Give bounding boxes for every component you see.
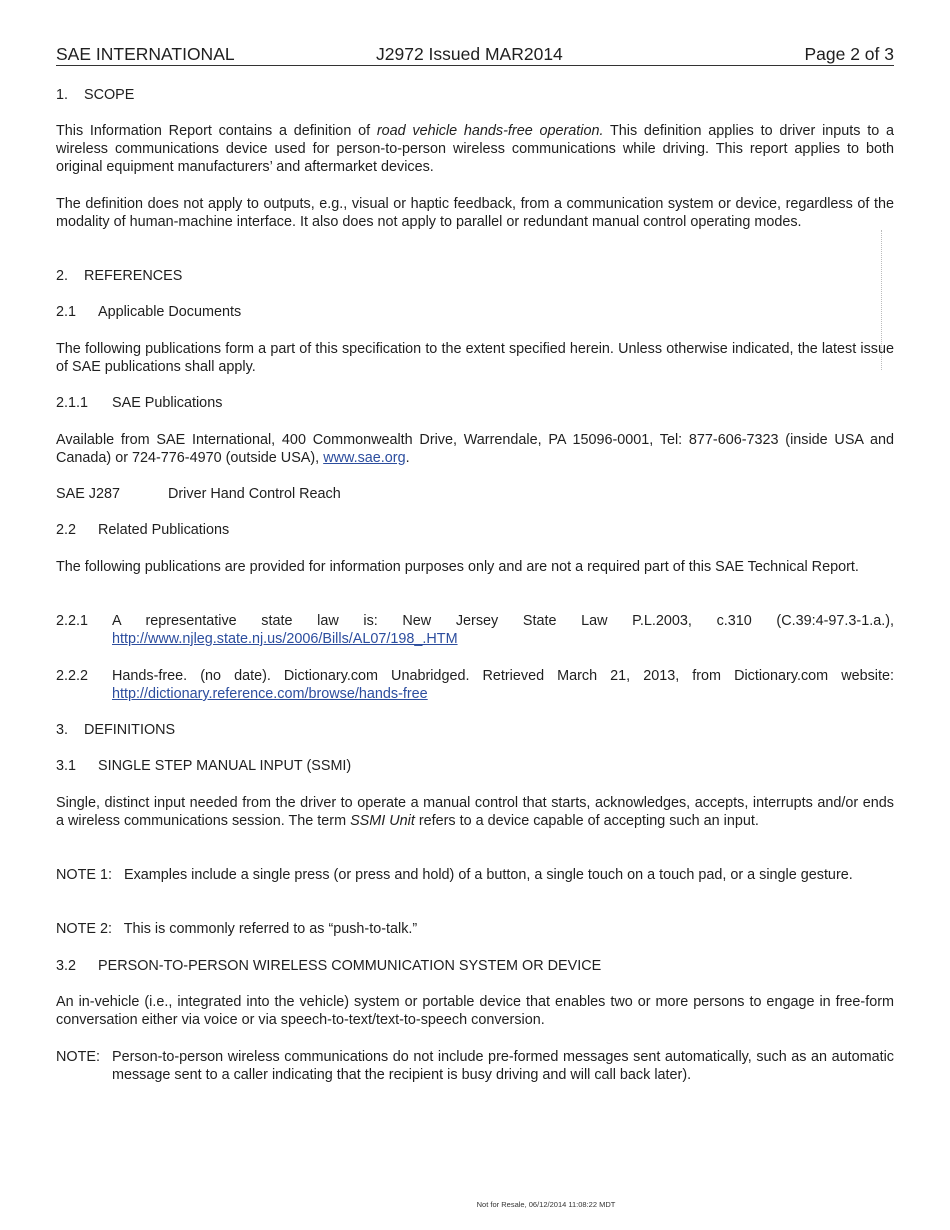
section-2-heading: 2. REFERENCES <box>56 268 183 284</box>
dictionary-link[interactable]: http://dictionary.reference.com/browse/hands-free <box>112 686 428 702</box>
sae-publications-paragraph: Available from SAE International, 400 Commonwealth Drive, Warrendale, PA 15096-0001, Tel: 877-606-7323 (inside USA and Canada) or 724-776-4970 (outside USA), www.sae.org. <box>56 432 894 466</box>
scope-paragraph-2: The definition does not apply to outputs, e.g., visual or haptic feedback, from a communication system or device, regardless of the modality of human-machine interface. It also does not apply to parallel or redundant manual control operating modes. <box>56 196 894 230</box>
header-page-number: Page 2 of 3 <box>804 44 894 64</box>
section-1-heading: 1. SCOPE <box>56 87 135 103</box>
ssmi-definition: Single, distinct input needed from the driver to operate a manual control that starts, acknowledges, accepts, interrupts and/or ends a wireless communications session. The term SSMI Unit refers to a device capable of accepting such an input. <box>56 795 894 829</box>
reference-2-2-2: 2.2.2 Hands-free. (no date). Dictionary.com Unabridged. Retrieved March 21, 2013, from Dictionary.com website: http://dictionary.reference.com/browse/hands-free <box>56 668 894 702</box>
njleg-link[interactable]: http://www.njleg.state.nj.us/2006/Bills/AL07/198_.HTM <box>112 631 458 647</box>
note-2: NOTE 2: This is commonly referred to as “push-to-talk.” <box>56 921 418 937</box>
related-publications-paragraph: The following publications are provided for information purposes only and are not a required part of this SAE Technical Report. <box>56 559 859 575</box>
margin-change-bar <box>881 230 884 370</box>
section-2-1-heading: 2.1 Applicable Documents <box>56 304 242 320</box>
page-header <box>56 44 894 66</box>
note-p2p: NOTE: Person-to-person wireless communications do not include pre-formed messages sent automatically, such as an automatic message sent to a caller indicating that the recipient is busy driving and will call back later). <box>56 1049 894 1083</box>
header-doc-id: J2972 Issued MAR2014 <box>376 44 563 64</box>
page-footer: Not for Resale, 06/12/2014 11:08:22 MDT <box>476 1200 616 1209</box>
applicable-documents-paragraph: The following publications form a part of this specification to the extent specified herein. Unless otherwise indicated, the latest issue of SAE publications shall apply. <box>56 341 894 375</box>
section-3-heading: 3. DEFINITIONS <box>56 722 176 738</box>
p2p-definition: An in-vehicle (i.e., integrated into the vehicle) system or portable device that enables two or more persons to engage in free-form conversation either via voice or via speech-to-text/text-to-speech conversion. <box>56 994 894 1028</box>
section-3-2-heading: 3.2 PERSON-TO-PERSON WIRELESS COMMUNICATION SYSTEM OR DEVICE <box>56 958 602 974</box>
reference-2-2-1: 2.2.1 A representative state law is: New Jersey State Law P.L.2003, c.310 (C.39:4-97.3-1.a.), http://www.njleg.state.nj.us/2006/Bills/AL07/198_.HTM <box>56 613 894 647</box>
section-2-1-1-heading: 2.1.1 SAE Publications <box>56 395 223 411</box>
scope-paragraph-1: This Information Report contains a definition of road vehicle hands-free operation. This definition applies to driver inputs to a wireless communications device used for person-to-person wireless communications while driving. This report applies to both original equipment manufacturers’ and aftermarket devices. <box>56 123 894 175</box>
section-3-1-heading: 3.1 SINGLE STEP MANUAL INPUT (SSMI) <box>56 758 352 774</box>
sae-website-link[interactable]: www.sae.org <box>323 450 406 466</box>
reference-sae-j287: SAE J287 Driver Hand Control Reach <box>56 486 341 502</box>
section-2-2-heading: 2.2 Related Publications <box>56 522 230 538</box>
note-1: NOTE 1: Examples include a single press (or press and hold) of a button, a single touch on a touch pad, or a single gesture. <box>56 867 853 883</box>
header-org: SAE INTERNATIONAL <box>56 44 235 64</box>
